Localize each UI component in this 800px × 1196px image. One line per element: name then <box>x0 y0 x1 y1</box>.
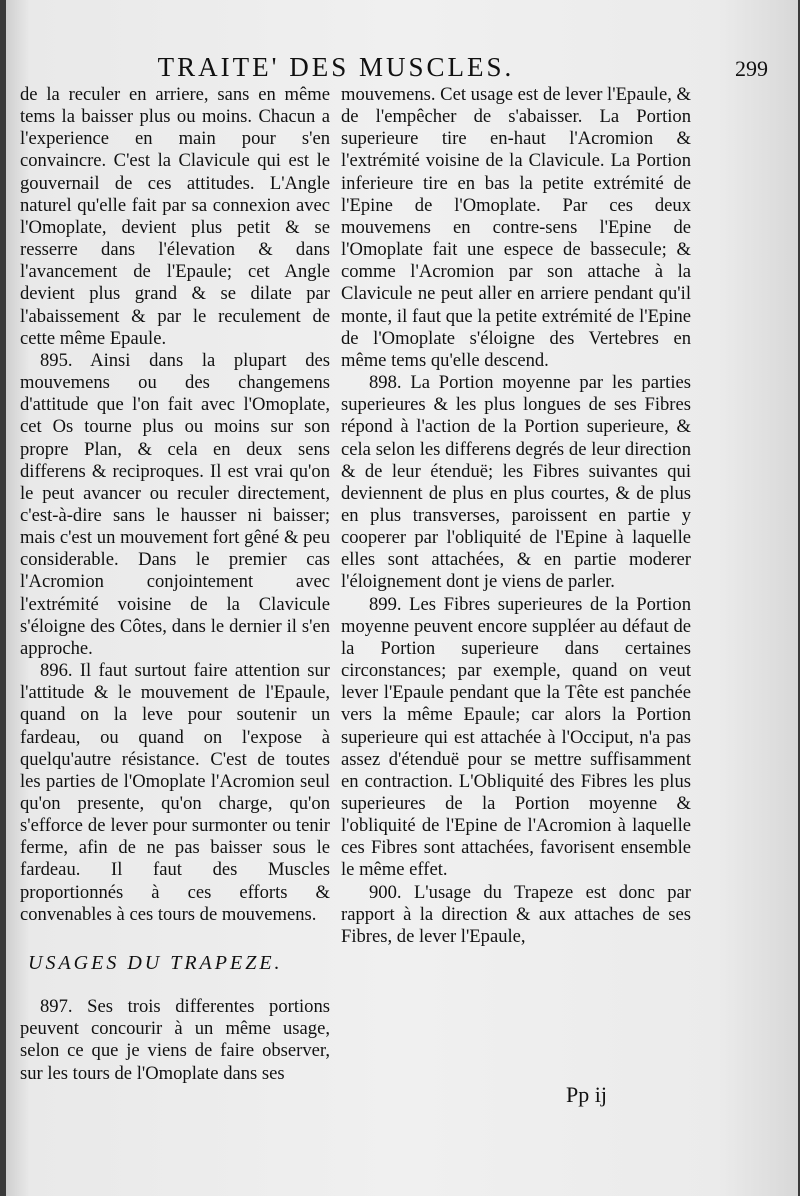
paragraph-895: 895. Ainsi dans la plupart des mouvemens ou des changemens d'attitude que l'on fait avec l'Omoplate, cet Os tourne plus ou moins sur son propre Plan, & cela en deux sens differens & reciproques. Il est vrai qu'on le peut avancer ou reculer directement, c'est-à-dire sans le hausser ni baisser; mais c'est un mouvement fort gêné & peu considerable. Dans le premier cas l'Acromion conjointement avec l'extrémité voisine de la Clavicule s'éloigne des Côtes, dans le dernier il s'en approche. <box>20 349 330 659</box>
left-column <box>20 84 330 1085</box>
page-number: 299 <box>735 56 768 81</box>
paragraph-896: 896. Il faut surtout faire attention sur l'attitude & le mouvement de l'Epaule, quand on la leve pour soutenir un fardeau, ou quand on l'expose à quelqu'autre résistance. C'est de toutes les parties de l'Omoplate l'Acromion seul qu'on presente, qu'on charge, qu'on s'efforce de lever pour surmonter ou tenir ferme, afin de ne pas baisser sous le fardeau. Il faut des Muscles proportionnés à ces efforts & convenables à ces tours de mouvemens. <box>20 660 330 925</box>
section-heading: USAGES DU TRAPEZE. <box>28 951 283 974</box>
paragraph-899: 899. Les Fibres superieures de la Portion moyenne peuvent encore suppléer au défaut de la Portion superieure dans certaines circonstances; par exemple, quand on veut lever l'Epaule pendant que la Tête est panchée vers la même Epaule; car alors la Portion superieure qui est attachée à l'Occiput, n'a pas assez d'étenduë pour se mettre suffisamment en contraction. L'Obliquité des Fibres les plus superieures de la Portion moyenne & l'obliquité de l'Epine de l'Acromion à laquelle ces Fibres sont attachées, favorisent ensemble le même effet. <box>341 593 691 881</box>
paragraph-897: 897. Ses trois differentes portions peuvent concourir à un même usage, selon ce que je viens de faire observer, sur les tours de l'Omoplate dans ses <box>20 996 330 1084</box>
paragraph-898: 898. La Portion moyenne par les parties superieures & les plus longues de ses Fibres répond à l'action de la Portion superieure, & cela selon les differens degrés de leur direction & de leur étenduë; les Fibres suivantes qui deviennent de plus en plus courtes, & de plus en plus transverses, paroissent en partie y cooperer par l'obliquité de l'Epine à laquelle elles sont attachées, & en partie moderer l'éloignement dont je viens de parler. <box>341 372 691 593</box>
paragraph-continued-right: mouvemens. Cet usage est de lever l'Epaule, & de l'empêcher de s'abaisser. La Portion superieure tire en-haut l'Acromion & l'extrémité voisine de la Clavicule. La Portion inferieure tire en bas la petite extrémité de l'Epine de l'Omoplate. Par ces deux mouvemens en contre-sens l'Epine de l'Omoplate fait une espece de bassecule; & comme l'Acromion par son attache à la Clavicule ne peut aller en arriere pendant qu'il monte, il faut que la petite extrémité de l'Epine de l'Omoplate s'éloigne des Vertebres en même tems qu'elle descend. <box>341 84 691 371</box>
paragraph-900: 900. L'usage du Trapeze est donc par rapport à la direction & aux attaches de ses Fibres, de lever l'Epaule, <box>341 881 691 947</box>
running-title: TRAITE' DES MUSCLES. <box>157 52 515 82</box>
right-column <box>341 84 691 948</box>
signature-mark: Pp ij <box>566 1082 607 1107</box>
page-header <box>6 52 798 88</box>
paragraph-continued: de la reculer en arriere, sans en même tems la baisser plus ou moins. Chacun a l'experience en main pour s'en convaincre. C'est la Clavicule qui est le gouvernail de ces attitudes. L'Angle naturel qu'elle fait par sa connexion avec l'Omoplate, devient plus petit & se resserre dans l'élevation & dans l'avancement de l'Epaule; cet Angle devient plus grand & se dilate par l'abaissement & par le reculement de cette même Epaule. <box>20 84 330 349</box>
book-page <box>6 0 798 1196</box>
